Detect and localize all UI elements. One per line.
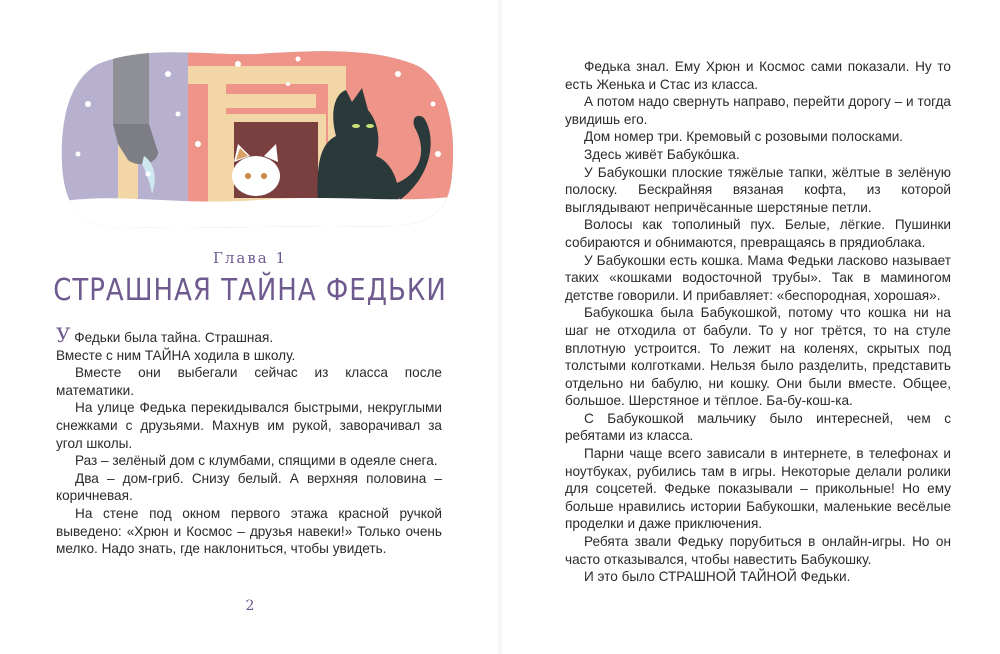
- paragraph: На стене под окном первого этажа красной ручкой выведено: «Хрюн и Космос – друзья навеки!» Только очень мелко. Надо знать, где наклониться, чтобы увидеть.: [56, 505, 442, 557]
- paragraph: Вместе они выбегали сейчас из класса после математики.: [56, 365, 442, 398]
- paragraph: Волосы как тополиный пух. Белые, лёгкие. Пушинки собираются и обнимаются, превращаясь в прядиоблака.: [565, 217, 951, 250]
- paragraph: Раз – зелёный дом с клумбами, спящими в одеяле снега.: [75, 453, 438, 469]
- chapter-label: Глава 1: [212, 249, 288, 267]
- paragraph: Два – дом-гриб. Снизу белый. А верхняя половина – коричневая.: [56, 470, 442, 504]
- paragraph: На улице Федька перекидывался быстрыми, некруглыми снежками с друзьями. Махнув им рукой, заворачивал за угол школы.: [56, 400, 442, 451]
- white-kitten: [232, 156, 280, 196]
- drop-cap: У: [56, 323, 71, 347]
- paragraph: А потом надо свернуть направо, перейти дорогу – и тогда увидишь его.: [565, 94, 951, 127]
- paragraph: Вместе с ним ТАЙНА ходила в школу.: [56, 347, 296, 363]
- paragraph: Парни чаще всего зависали в интернете, в телефонах и ноутбуках, рубились там в игры. Некоторые делали ролики для соцсетей. Федьке показывали – прикольные! Но ему больше нравились истории Бабукошки, маленькие весёлые проделки и даже приключения.: [565, 446, 951, 532]
- chapter-title: СТРАШНАЯ ТАЙНА ФЕДЬКИ: [53, 273, 447, 309]
- paragraph: С Бабукошкой мальчику было интересней, чем с ребятами из класса.: [565, 410, 951, 444]
- right-page-text: [565, 58, 951, 586]
- right-page: [500, 0, 1000, 654]
- chapter-illustration: [58, 44, 458, 234]
- paragraph: У Бабукошки есть кошка. Мама Федьки ласково называет таких «кошками водосточной трубы». Так в маминогом детстве говорили. И прибавляет: «беспородная, хорошая».: [565, 252, 951, 303]
- snow-ground: [58, 196, 458, 234]
- paragraph: У Федьки была тайна. Страшная.: [56, 323, 274, 347]
- paragraph: Бабукошка была Бабукошкой, потому что кошка ни на шаг не отходила от бабули. То у ног трётся, то на стуле вплотную устроится. То лежит на коленях, скрытых под толстыми колготками. Нельзя было разделить, представить отдельно ни бабулю, ни кошку. Они были вместе. Общее, большое. Шерстяное и тёплое. Ба-бу-кош-ка.: [565, 305, 951, 409]
- cream-stripe: [226, 94, 316, 108]
- drain-pipe: [113, 44, 149, 126]
- paragraph: И это было СТРАШНОЙ ТАЙНОЙ Федьки.: [584, 569, 851, 585]
- paragraph: Здесь живёт Бабукóшка.: [584, 146, 740, 162]
- paragraph: Федька знал. Ему Хрюн и Космос сами показали. Ну то есть Женька и Стас из класса.: [565, 59, 951, 92]
- paragraph: Ребята звали Федьку порубиться в онлайн-игры. Но он часто отказывался, чтобы навестить Бабукошку.: [565, 534, 951, 567]
- page-number: 2: [245, 598, 255, 614]
- paragraph: Дом номер три. Кремовый с розовыми полосками.: [584, 129, 904, 145]
- left-page-text: [56, 323, 442, 558]
- paragraph: У Бабукошки плоские тяжёлые тапки, жёлтые в зелёную полоску. Бескрайняя вязаная кофта, из которой выглядывают непричёсанные шерстяные петли.: [565, 164, 951, 215]
